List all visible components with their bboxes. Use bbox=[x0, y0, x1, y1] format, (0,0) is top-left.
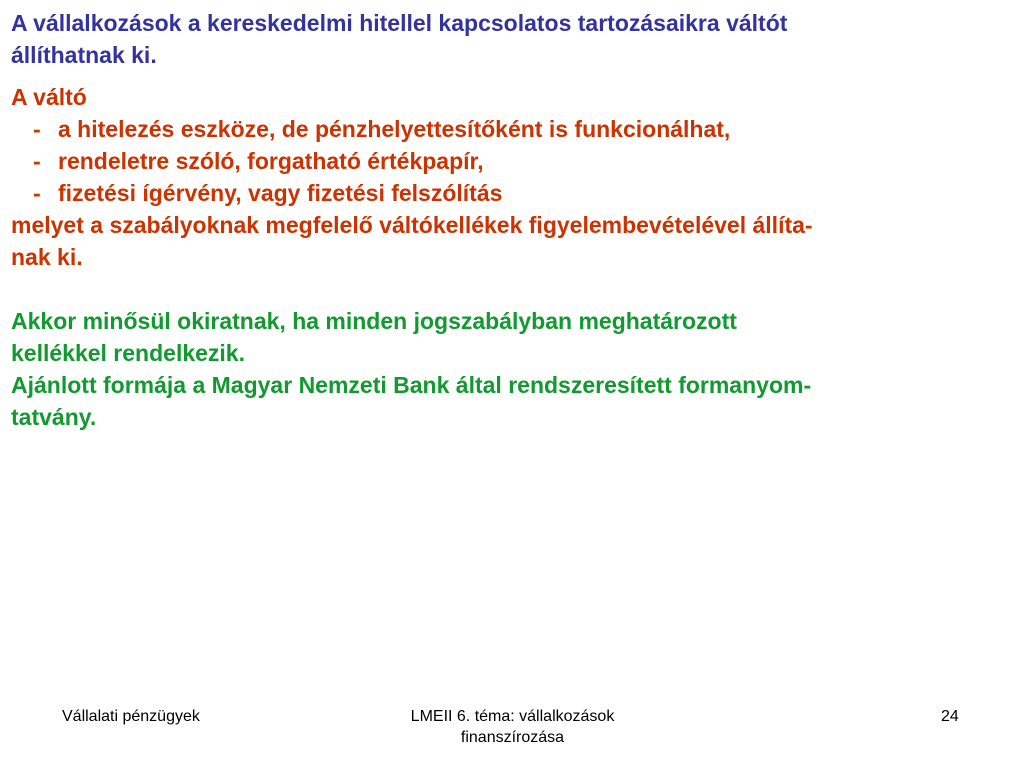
footer-page-number: 24 bbox=[941, 708, 959, 725]
definition-section bbox=[11, 81, 1016, 273]
bullet-item bbox=[11, 145, 1016, 177]
definition-heading: A váltó bbox=[11, 84, 87, 110]
footer-course-title: Vállalati pénzügyek bbox=[62, 708, 200, 725]
intro-paragraph bbox=[11, 7, 1016, 71]
bullet-item bbox=[11, 113, 1016, 145]
bullet-text: fizetési ígérvény, vagy fizetési felszólítás bbox=[58, 180, 503, 206]
footer-topic-line: finanszírozása bbox=[460, 729, 565, 746]
bullet-dash: - bbox=[33, 148, 41, 174]
footer-topic-line: LMEII 6. téma: vállalkozások bbox=[410, 708, 615, 725]
document-status-paragraph bbox=[11, 305, 1016, 433]
bullet-dash: - bbox=[33, 180, 41, 206]
status-line: Ajánlott formája a Magyar Nemzeti Bank által rendszeresített formanyom- bbox=[11, 372, 812, 398]
status-line: Akkor minősül okiratnak, ha minden jogszabályban meghatározott bbox=[11, 308, 737, 334]
bullet-text: a hitelezés eszköze, de pénzhelyettesítőként is funkcionálhat, bbox=[58, 116, 731, 142]
bullet-text: rendeletre szóló, forgatható értékpapír, bbox=[58, 148, 484, 174]
bullet-item bbox=[11, 177, 1016, 209]
status-line: tatvány. bbox=[11, 404, 97, 430]
definition-closing: melyet a szabályoknak megfelelő váltókellékek figyelembevételével állíta- bbox=[11, 212, 813, 238]
definition-closing: nak ki. bbox=[11, 244, 83, 270]
bullet-dash: - bbox=[33, 116, 41, 142]
intro-line: állíthatnak ki. bbox=[11, 42, 157, 68]
intro-line: A vállalkozások a kereskedelmi hitellel kapcsolatos tartozásaikra váltót bbox=[11, 10, 788, 36]
status-line: kellékkel rendelkezik. bbox=[11, 340, 245, 366]
slide-body bbox=[11, 7, 1016, 433]
footer-topic bbox=[340, 706, 685, 748]
